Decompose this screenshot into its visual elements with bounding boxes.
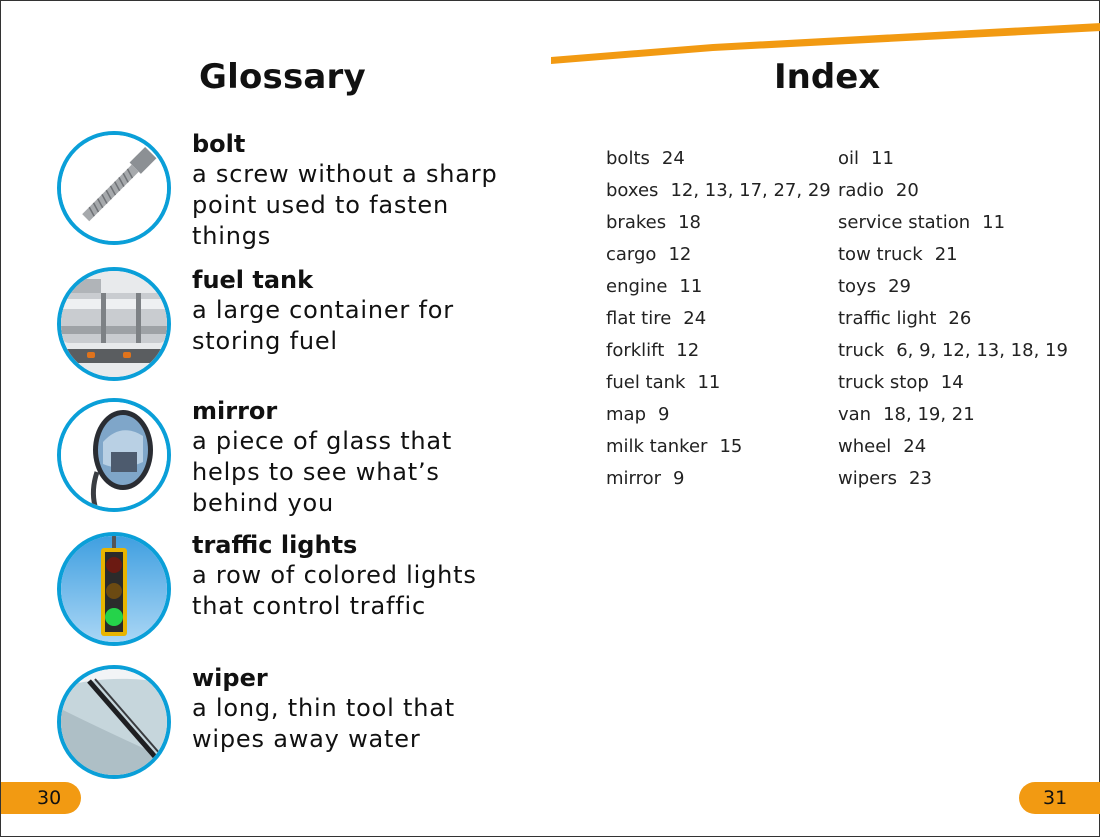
index-pages: 12, 13, 17, 27, 29 <box>670 180 831 201</box>
index-entry <box>838 367 1068 399</box>
index-word: bolts <box>606 148 650 169</box>
glossary-item-wiper <box>57 665 517 785</box>
index-word: wheel <box>838 436 892 457</box>
glossary-term: traffic lights <box>192 531 358 559</box>
index-word: mirror <box>606 468 662 489</box>
index-entry <box>606 367 831 399</box>
glossary-definition: a long, thin tool that wipes away water <box>192 694 455 753</box>
index-pages: 18 <box>678 212 701 233</box>
index-word: brakes <box>606 212 667 233</box>
mirror-photo-icon <box>57 398 171 512</box>
index-entry <box>838 175 1068 207</box>
index-entry <box>838 399 1068 431</box>
index-entry <box>606 463 831 495</box>
index-word: van <box>838 404 872 425</box>
index-pages: 29 <box>888 276 912 297</box>
index-word: flat tire <box>606 308 672 329</box>
glossary-term: bolt <box>192 130 246 158</box>
index-column-1 <box>606 143 831 495</box>
index-pages: 14 <box>940 372 964 393</box>
index-pages: 12 <box>668 244 692 265</box>
index-pages: 18, 19, 21 <box>883 404 975 425</box>
index-pages: 9 <box>658 404 670 425</box>
index-word: map <box>606 404 646 425</box>
fuel-tank-photo-icon <box>57 267 171 381</box>
wiper-photo-icon <box>57 665 171 779</box>
index-pages: 24 <box>903 436 927 457</box>
index-word: toys <box>838 276 877 297</box>
index-pages: 11 <box>697 372 721 393</box>
index-entry <box>838 431 1068 463</box>
page-number-left: 30 <box>1 782 81 814</box>
index-entry <box>606 143 831 175</box>
index-entry <box>606 431 831 463</box>
index-entry <box>606 271 831 303</box>
index-pages: 6, 9, 12, 13, 18, 19 <box>896 340 1068 361</box>
index-entry <box>838 335 1068 367</box>
glossary-definition: a piece of glass that helps to see what’s behind you <box>192 427 453 517</box>
index-word: service station <box>838 212 971 233</box>
glossary-definition: a large container for storing fuel <box>192 296 454 355</box>
index-pages: 11 <box>871 148 894 169</box>
index-word: engine <box>606 276 668 297</box>
index-pages: 24 <box>661 148 685 169</box>
glossary-term: fuel tank <box>192 266 314 294</box>
index-pages: 23 <box>909 468 932 489</box>
glossary-item-bolt <box>57 131 517 251</box>
index-entry <box>838 239 1068 271</box>
index-word: fuel tank <box>606 372 686 393</box>
index-entry <box>606 175 831 207</box>
index-word: wipers <box>838 468 898 489</box>
index-word: truck stop <box>838 372 929 393</box>
glossary-definition: a row of colored lights that control traffic <box>192 561 477 620</box>
glossary-term: wiper <box>192 664 268 692</box>
index-entry <box>838 143 1068 175</box>
glossary-title: Glossary <box>199 57 366 97</box>
glossary-term: mirror <box>192 397 278 425</box>
glossary-definition: a screw without a sharp point used to fasten things <box>192 160 498 250</box>
glossary-item-fuel-tank <box>57 267 517 387</box>
index-entry <box>838 271 1068 303</box>
index-pages: 26 <box>948 308 972 329</box>
index-entry <box>606 399 831 431</box>
index-word: milk tanker <box>606 436 708 457</box>
index-pages: 11 <box>679 276 703 297</box>
index-entry <box>606 239 831 271</box>
glossary-item-traffic-lights <box>57 532 517 652</box>
orange-stripe-decoration <box>1 1 1100 71</box>
index-pages: 21 <box>934 244 958 265</box>
index-entry <box>606 207 831 239</box>
index-entry <box>606 303 831 335</box>
page-number-right: 31 <box>1019 782 1100 814</box>
index-word: tow truck <box>838 244 923 265</box>
index-word: radio <box>838 180 884 201</box>
index-pages: 15 <box>719 436 743 457</box>
index-word: traffic light <box>838 308 937 329</box>
bolt-photo-icon <box>57 131 171 245</box>
index-pages: 11 <box>982 212 1006 233</box>
index-word: truck <box>838 340 885 361</box>
index-pages: 9 <box>673 468 685 489</box>
index-pages: 12 <box>676 340 700 361</box>
glossary-item-mirror <box>57 398 517 518</box>
index-entry <box>838 303 1068 335</box>
index-pages: 20 <box>895 180 919 201</box>
index-word: cargo <box>606 244 657 265</box>
index-entry <box>838 207 1068 239</box>
traffic-light-photo-icon <box>57 532 171 646</box>
index-entry <box>606 335 831 367</box>
index-entry <box>838 463 1068 495</box>
index-title: Index <box>774 57 881 97</box>
index-word: forklift <box>606 340 665 361</box>
index-word: boxes <box>606 180 659 201</box>
index-column-2 <box>838 143 1068 495</box>
index-word: oil <box>838 148 860 169</box>
index-pages: 24 <box>683 308 707 329</box>
